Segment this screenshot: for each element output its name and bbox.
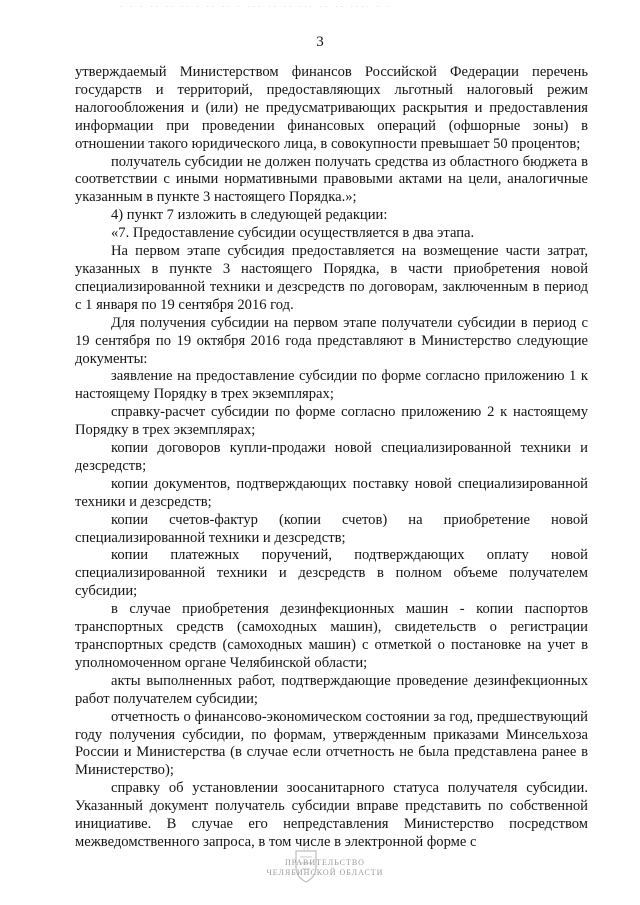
stamp-text <box>240 858 410 878</box>
list-item: копии платежных поручений, подтверждающих оплату новой специализированной техники и дезсредств в полном объеме получателем субсидии; <box>75 547 588 600</box>
list-item: справку об установлении зоосанитарного статуса получателя субсидии. Указанный документ получатель субсидии вправе представить по собственной инициативе. В случае его непредставления Министерство посредством межведомственного запроса, в том числе в электронной форме с <box>75 780 588 850</box>
list-item: копии счетов-фактур (копии счетов) на приобретение новой специализированной техники и дезсредств; <box>75 511 588 546</box>
paragraph: 4) пункт 7 изложить в следующей редакции: <box>111 207 388 224</box>
list-item: акты выполненных работ, подтверждающие проведение дезинфекционных работ получателем субсидии; <box>75 672 588 707</box>
list-item: справку-расчет субсидии по форме согласно приложению 2 к настоящему Порядку в трех экземплярах; <box>75 404 588 439</box>
paragraph: «7. Предоставление субсидии осуществляется в два этапа. <box>111 225 475 242</box>
paragraph: На первом этапе субсидия предоставляется на возмещение части затрат, указанных в пункте 3 настоящего Порядка, в части приобретения новой специализированной техники и дезсредств по договорам, заключенным в период с 1 января по 19 сентября 2016 год. <box>75 243 588 313</box>
scan-header-artifact: · · · ·· ·· ·· · ·· ·· · ··· ·· ·· ··· ·· ·· ···· · · <box>120 3 393 11</box>
list-item: отчетность о финансово-экономическом состоянии за год, предшествующий году получения субсидии, по формам, утвержденным приказами Минсельхоза России и Министерства (в случае если отчетность не была представлена ранее в Министерство); <box>75 708 588 779</box>
list-item: копии договоров купли-продажи новой специализированной техники и дезсредств; <box>75 440 588 474</box>
paragraph: Для получения субсидии на первом этапе получатели субсидии в период с 19 сентября по 19 октября 2016 года представляют в Министерство следующие документы: <box>75 314 588 367</box>
list-item: копии документов, подтверждающих поставку новой специализированной техники и дезсредств; <box>75 475 588 510</box>
list-item: заявление на предоставление субсидии по форме согласно приложению 1 к настоящему Порядку в трех экземплярах; <box>75 368 588 403</box>
stamp-line: ЧЕЛЯБИНСКОЙ ОБЛАСТИ <box>266 868 384 877</box>
stamp-line: ПРАВИТЕЛЬСТВО <box>285 858 365 867</box>
body-text <box>75 64 588 852</box>
list-item: в случае приобретения дезинфекционных машин - копии паспортов транспортных средств (самоходных машин), свидетельств о регистрации транспортных средств (самоходных машин) с отметкой о постановке на учет в уполномоченном органе Челябинской области; <box>75 601 588 671</box>
paragraph: получатель субсидии не должен получать средства из областного бюджета в соответствии с иными нормативными правовыми актами на цели, аналогичные указанным в пункте 3 настоящего Порядка.»; <box>75 153 588 206</box>
paragraph: утверждаемый Министерством финансов Российской Федерации перечень государств и территорий, предоставляющих льготный налоговый режим налогообложения и (или) не предусматривающих раскрытия и предоставления информации при проведении финансовых операций (офшорные зоны) в отношении такого юридического лица, в совокупности превышает 50 процентов; <box>75 64 588 152</box>
page-number: 3 <box>316 34 324 50</box>
